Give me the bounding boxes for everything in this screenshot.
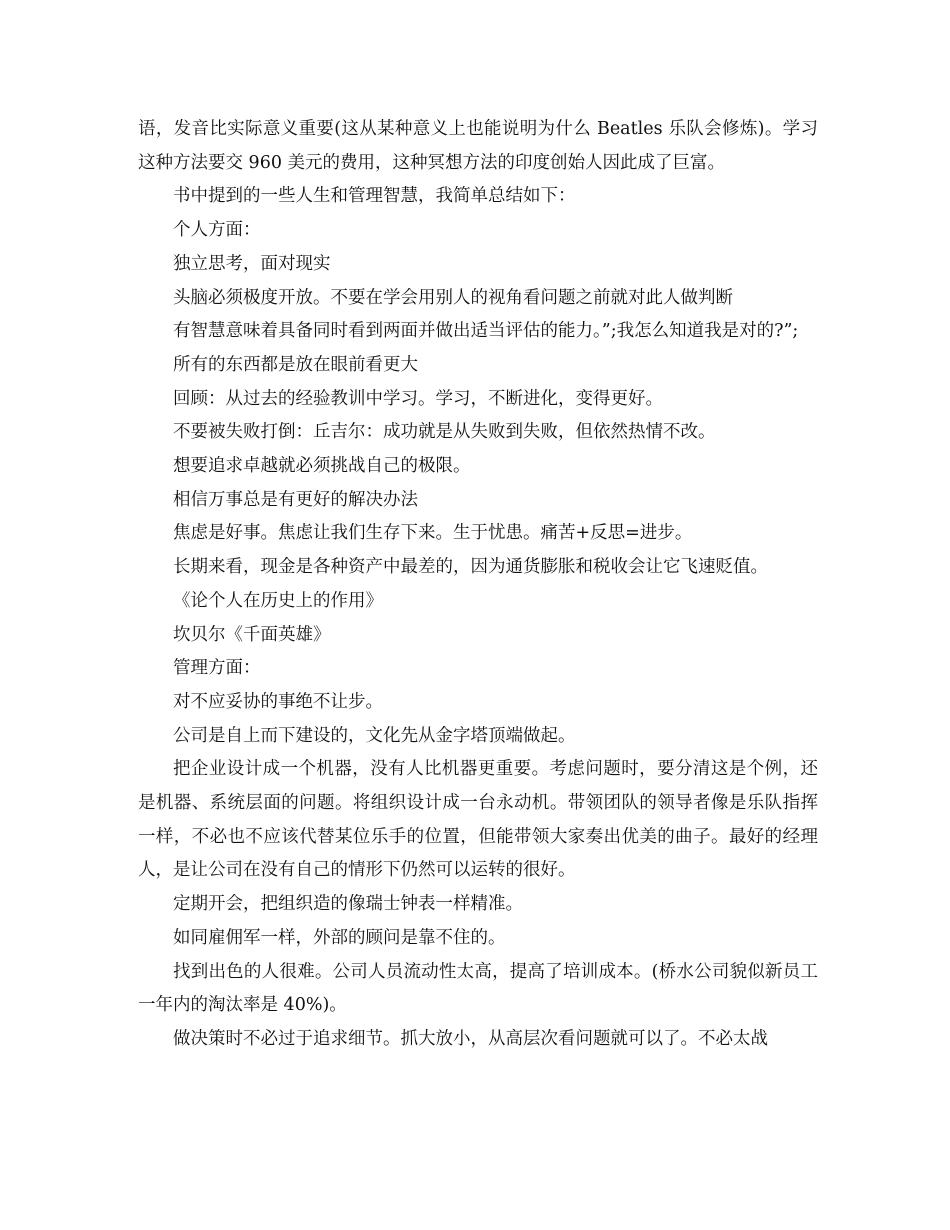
paragraph: 公司是自上而下建设的，文化先从金字塔顶端做起。 <box>173 725 576 746</box>
paragraph: 独立思考，面对现实 <box>173 253 331 274</box>
paragraph: 长期来看，现金是各种资产中最差的，因为通货膨胀和税收会让它飞速贬值。 <box>173 557 768 578</box>
paragraph: 书中提到的一些人生和管理智慧，我简单总结如下： <box>173 186 576 207</box>
paragraph: 头脑必须极度开放。不要在学会用别人的视角看问题之前就对此人做判断 <box>173 287 733 308</box>
paragraph: 相信万事总是有更好的解决办法 <box>173 489 418 510</box>
paragraph: 把企业设计成一个机器，没有人比机器更重要。考虑问题时，要分清这是个例，还是机器、系统层面的问题。将组织设计成一台永动机。带领团队的领导者像是乐队指挥一样，不必也不应该代替某位乐手的位置，但能带领大家奏出优美的曲子。最好的经理人，是让公司在没有自己的情形下仍然可以运转的很好。 <box>138 759 818 881</box>
paragraph: 回顾：从过去的经验教训中学习。学习，不断进化，变得更好。 <box>173 388 663 409</box>
section-heading-management: 管理方面： <box>173 658 261 679</box>
book-title: 《论个人在历史上的作用》 <box>173 590 383 611</box>
paragraph: 焦虑是好事。焦虑让我们生存下来。生于忧患。痛苦+反思=进步。 <box>173 523 693 544</box>
paragraph: 不要被失败打倒：丘吉尔：成功就是从失败到失败，但依然热情不改。 <box>173 422 716 443</box>
paragraph: 语，发音比实际意义重要(这从某种意义上也能说明为什么 Beatles 乐队会修炼)。学习这种方法要交 960 美元的费用，这种冥想方法的印度创始人因此成了巨富。 <box>138 119 818 173</box>
paragraph: 有智慧意味着具备同时看到两面并做出适当评估的能力。”;我怎么知道我是对的?”; <box>173 321 799 342</box>
paragraph: 找到出色的人很难。公司人员流动性太高，提高了培训成本。(桥水公司貌似新员工一年内的淘汰率是 40%)。 <box>138 961 818 1016</box>
paragraph: 想要追求卓越就必须挑战自己的极限。 <box>173 456 471 477</box>
paragraph: 所有的东西都是放在眼前看更大 <box>173 354 418 375</box>
book-title: 坎贝尔《千面英雄》 <box>173 624 331 645</box>
paragraph: 如同雇佣军一样，外部的顾问是靠不住的。 <box>173 927 506 948</box>
paragraph: 做决策时不必过于追求细节。抓大放小，从高层次看问题就可以了。不必太战 <box>173 1028 768 1049</box>
section-heading-personal: 个人方面： <box>173 220 261 241</box>
document-page <box>138 113 818 1057</box>
paragraph: 定期开会，把组织造的像瑞士钟表一样精准。 <box>173 894 523 915</box>
paragraph: 对不应妥协的事绝不让步。 <box>173 691 383 712</box>
